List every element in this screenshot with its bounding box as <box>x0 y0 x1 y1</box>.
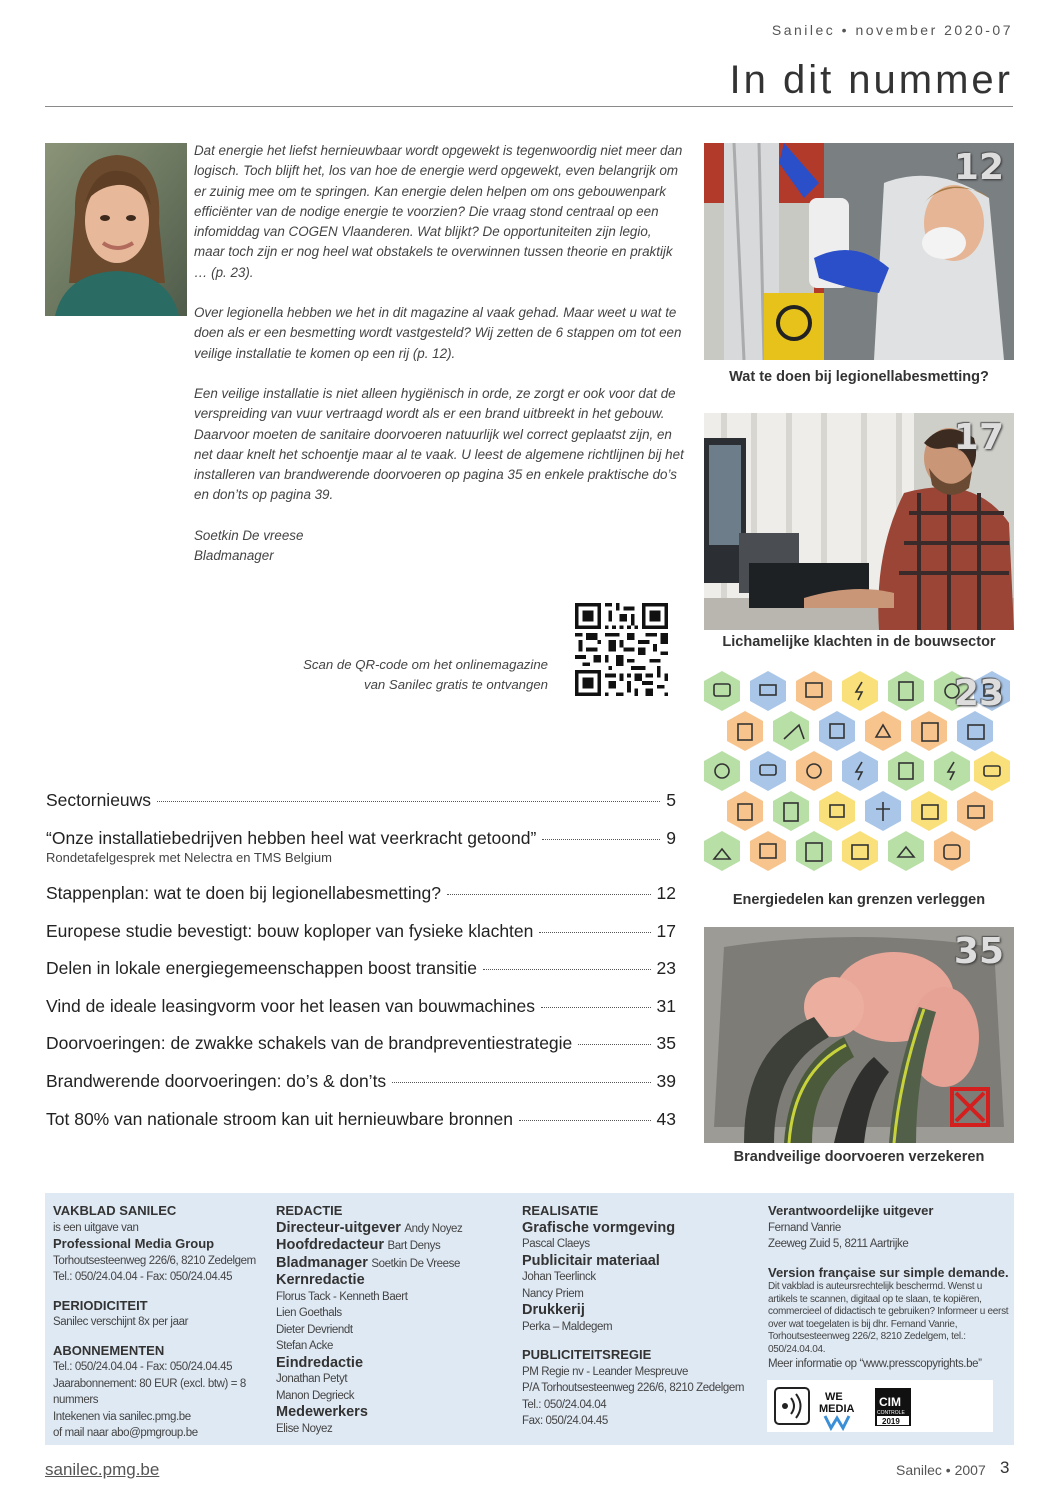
editorial-signature <box>194 526 684 567</box>
colophon-line: P/A Torhoutsesteenweg 226/6, 8210 Zedelgem <box>522 1382 745 1394</box>
colophon-role: Kernredactie <box>276 1272 365 1288</box>
toc-leader <box>542 839 660 840</box>
colophon-role: Publicitair materiaal <box>522 1252 660 1269</box>
certification-logos <box>767 1380 993 1432</box>
colophon-role: Bladmanager <box>276 1254 368 1271</box>
editorial-text <box>194 141 684 566</box>
toc-entry-sectornieuws[interactable] <box>46 790 676 811</box>
toc-title: Tot 80% van nationale stroom kan uit hernieuwbare bronnen <box>46 1109 513 1129</box>
colophon-heading: Verantwoordelijke uitgever <box>768 1203 934 1218</box>
colophon-line: Jaarabonnement: 80 EUR (excl. btw) = 8 nummers <box>53 1377 246 1406</box>
website-link[interactable]: sanilec.pmg.be <box>45 1460 160 1479</box>
signature-name: Soetkin De vreese <box>194 527 304 543</box>
editor-portrait <box>45 143 187 316</box>
colophon-column-redactie <box>276 1203 506 1437</box>
feature-caption: Lichamelijke klachten in de bouwsector <box>722 634 996 650</box>
colophon-role: Drukkerij <box>522 1302 585 1318</box>
toc-title: Brandwerende doorvoeringen: do’s & don’ts <box>46 1071 387 1091</box>
colophon-line: Tel.: 050/24.04.04 - Fax: 050/24.04.45 <box>53 1361 233 1373</box>
cim-logo-text: 2019 <box>882 1417 900 1426</box>
toc-leader <box>483 969 651 970</box>
colophon-heading: ABONNEMENTEN <box>53 1342 165 1358</box>
toc-leader <box>519 1120 651 1121</box>
toc-subtitle: Rondetafelgesprek met Nelectra en TMS Belgium <box>46 850 332 865</box>
feature-caption: Wat te doen bij legionellabesmetting? <box>729 369 989 385</box>
issue-meta: Sanilec • november 2020-07 <box>771 22 1013 38</box>
qr-caption-line: Scan de QR-code om het onlinemagazine <box>303 657 548 672</box>
feature-caption: Brandveilige doorvoeren verzekeren <box>733 1149 985 1165</box>
colophon-line: Tel.: 050/24.04.04 - Fax: 050/24.04.45 <box>53 1271 233 1283</box>
toc-title: Sectornieuws <box>46 790 152 810</box>
colophon-person: Manon Degrieck <box>276 1389 355 1402</box>
colophon-heading: PUBLICITEITSREGIE <box>522 1347 652 1362</box>
signature-role: Bladmanager <box>194 548 274 564</box>
toc-title: Stappenplan: wat te doen bij legionellabesmetting? <box>46 883 442 903</box>
colophon-person: Florus Tack - Kenneth Baert <box>276 1290 408 1303</box>
colophon-line: Intekenen via sanilec.pmg.be <box>53 1410 191 1423</box>
toc-page-number: 12 <box>656 883 676 903</box>
feature-image-klachten[interactable] <box>704 413 1014 630</box>
toc-leader <box>157 801 660 802</box>
colophon-person: Nancy Priem <box>522 1287 584 1300</box>
toc-title: Delen in lokale energiegemeenschappen boost transitie <box>46 958 477 978</box>
feature-image-doorvoeren[interactable] <box>704 927 1014 1143</box>
colophon-role: Eindredactie <box>276 1354 364 1371</box>
toc-entry-hernieuwbaar[interactable] <box>46 1109 676 1130</box>
cim-logo-text: CONTROLE <box>877 1410 905 1416</box>
toc-leader <box>447 894 651 895</box>
qr-caption <box>240 655 548 695</box>
toc-title: “Onze installatiebedrijven hebben heel wat veerkracht getoond” <box>46 828 537 848</box>
toc-entry-europese-studie[interactable] <box>46 921 676 942</box>
toc-page-number: 23 <box>656 958 676 978</box>
editorial-paragraph: Over legionella hebben we het in dit magazine al vaak gehad. Maar weet u wat te doen als er een besmetting wordt vastgesteld? Wij zetten de 6 stappen om tot een veilige installatie te komen op een rij (p. 12). <box>194 305 682 361</box>
colophon-column-uitgever <box>768 1203 1010 1373</box>
colophon-person: Bart Denys <box>387 1240 441 1252</box>
colophon-role: Medewerkers <box>276 1404 368 1420</box>
colophon-column-realisatie <box>522 1203 762 1430</box>
qr-caption-line: van Sanilec gratis te ontvangen <box>363 677 548 692</box>
colophon-person: Johan Teerlinck <box>522 1271 596 1283</box>
press-copyright-icon <box>775 1388 809 1424</box>
feature-page-number: 17 <box>953 417 1004 458</box>
we-media-logo-text: MEDIA <box>819 1403 855 1415</box>
colophon <box>45 1193 1014 1445</box>
colophon-person: Lien Goethals <box>276 1307 342 1319</box>
toc-page-number: 17 <box>656 921 676 941</box>
feature-caption: Energiedelen kan grenzen verleggen <box>732 892 986 908</box>
feature-image-energiedelen[interactable] <box>704 669 1014 889</box>
toc-entry-doorvoeringen[interactable] <box>46 1033 676 1054</box>
page-title: In dit nummer <box>729 58 1013 102</box>
colophon-line: Torhoutsesteenweg 226/6, 8210 Zedelgem <box>53 1254 256 1267</box>
colophon-person: Perka – Maldegem <box>522 1320 613 1333</box>
toc-page-number: 39 <box>656 1071 676 1091</box>
colophon-line: is een uitgave van <box>53 1221 139 1234</box>
colophon-person: Andy Noyez <box>404 1222 463 1235</box>
colophon-line: Fernand Vanrie <box>768 1221 841 1234</box>
feature-page-number: 35 <box>953 931 1004 972</box>
colophon-line: PM Regie nv - Leander Mespreuve <box>522 1365 688 1378</box>
toc-page-number: 5 <box>666 790 676 810</box>
colophon-line: Fax: 050/24.04.45 <box>522 1415 608 1427</box>
toc-leader <box>539 932 650 933</box>
colophon-heading: REALISATIE <box>522 1203 599 1218</box>
toc-title: Europese studie bevestigt: bouw koploper van fysieke klachten <box>46 921 534 941</box>
feature-page-number: 12 <box>953 147 1004 188</box>
colophon-person: Pascal Claeys <box>522 1238 590 1250</box>
toc-page-number: 35 <box>656 1033 676 1053</box>
colophon-person: Jonathan Petyt <box>276 1373 348 1385</box>
colophon-heading: VAKBLAD SANILEC <box>53 1203 177 1218</box>
colophon-line: Professional Media Group <box>53 1236 215 1251</box>
toc-title: Doorvoeringen: de zwakke schakels van de brandpreventiestrategie <box>46 1033 573 1053</box>
feature-page-number: 23 <box>953 673 1004 714</box>
qr-code[interactable] <box>575 603 668 696</box>
colophon-column-publisher <box>53 1203 273 1442</box>
colophon-line: Tel.: 050/24.04.04 <box>522 1398 607 1411</box>
page-number: 3 <box>1000 1458 1010 1477</box>
toc-entry-leasing[interactable] <box>46 996 676 1017</box>
toc-title: Vind de ideale leasingvorm voor het leasen van bouwmachines <box>46 996 536 1016</box>
colophon-person: Elise Noyez <box>276 1422 333 1435</box>
colophon-heading: Version française sur simple demande. <box>768 1264 1009 1280</box>
colophon-role: Directeur-uitgever <box>276 1219 401 1236</box>
toc-page-number: 9 <box>666 828 676 848</box>
colophon-person: Stefan Acke <box>276 1340 333 1352</box>
colophon-line: of mail naar abo@pmgroup.be <box>53 1427 198 1439</box>
cim-logo-text: CIM <box>879 1395 901 1409</box>
colophon-role: Hoofdredacteur <box>276 1237 384 1253</box>
colophon-heading: PERIODICITEIT <box>53 1297 148 1313</box>
editorial-paragraph: Dat energie het liefst hernieuwbaar wordt opgewekt is tegenwoordig niet meer dan logisch. Toch blijft het, los van hoe de energie werd opgewekt, even belangrijk om er zuinig mee om te springen. Kan energie delen helpen om ons gebouwenpark efficiënter van de nodige energie te voorzien? Die vraag stond centraal op een infomiddag van COGEN Vlaanderen. Wat blijkt? De opportuniteiten zijn legio, maar toch zijn er nog heel wat obstakels te overwinnen tussen theorie en praktijk … (p. 23). <box>194 143 683 280</box>
toc-entry-dos-donts[interactable] <box>46 1071 676 1092</box>
header-divider <box>45 106 1013 107</box>
colophon-line: Zeeweg Zuid 5, 8211 Aartrijke <box>768 1238 909 1250</box>
magazine-issue: Sanilec • 2007 <box>896 1462 986 1478</box>
toc-page-number: 43 <box>656 1109 676 1129</box>
toc-leader <box>392 1082 650 1083</box>
colophon-legal-text: Dit vakblad is auteursrechtelijk beschermd. Wenst u artikels te scannen, digitaal op te slaan, te kopiëren, commercieel of didactisch te gebruiken? Informeer u eerst over wat toegelaten is bij dhr. Fernand Vanrie, Torhoutsesteenweg 226/2, 8210 Zedelgem, tel.: 050/24.04.04. <box>768 1281 1009 1355</box>
toc-leader <box>541 1007 651 1008</box>
toc-leader <box>578 1044 650 1045</box>
feature-image-legionella[interactable] <box>704 143 1014 360</box>
colophon-line: Sanilec verschijnt 8x per jaar <box>53 1316 189 1328</box>
toc-entry-energiegemeenschappen[interactable] <box>46 958 676 979</box>
colophon-link[interactable]: Meer informatie op “www.presscopyrights.be” <box>768 1358 982 1370</box>
colophon-person: Dieter Devriendt <box>276 1323 353 1336</box>
toc-entry-legionella[interactable] <box>46 883 676 904</box>
we-media-logo-text: WE <box>825 1391 843 1403</box>
toc-entry-rondetafel[interactable] <box>46 828 676 865</box>
toc-page-number: 31 <box>656 996 676 1016</box>
editorial-paragraph: Een veilige installatie is niet alleen hygiënisch in orde, ze zorgt er ook voor dat de verspreiding van vuur vertraagd wordt als er een brand uitbreekt in het gebouw. Daarvoor moeten de sanitaire doorvoeren natuurlijk wel correct geplaatst zijn, en net daar knelt het schoentje maar al te vaak. U leest de algemene richtlijnen bij het installeren van brandwerende doorvoeren op pagina 35 en enkele praktische do’s en don’ts op pagina 39. <box>194 385 684 503</box>
colophon-heading: REDACTIE <box>276 1203 343 1218</box>
colophon-role: Grafische vormgeving <box>522 1219 676 1236</box>
colophon-person: Soetkin De Vreese <box>371 1257 461 1270</box>
